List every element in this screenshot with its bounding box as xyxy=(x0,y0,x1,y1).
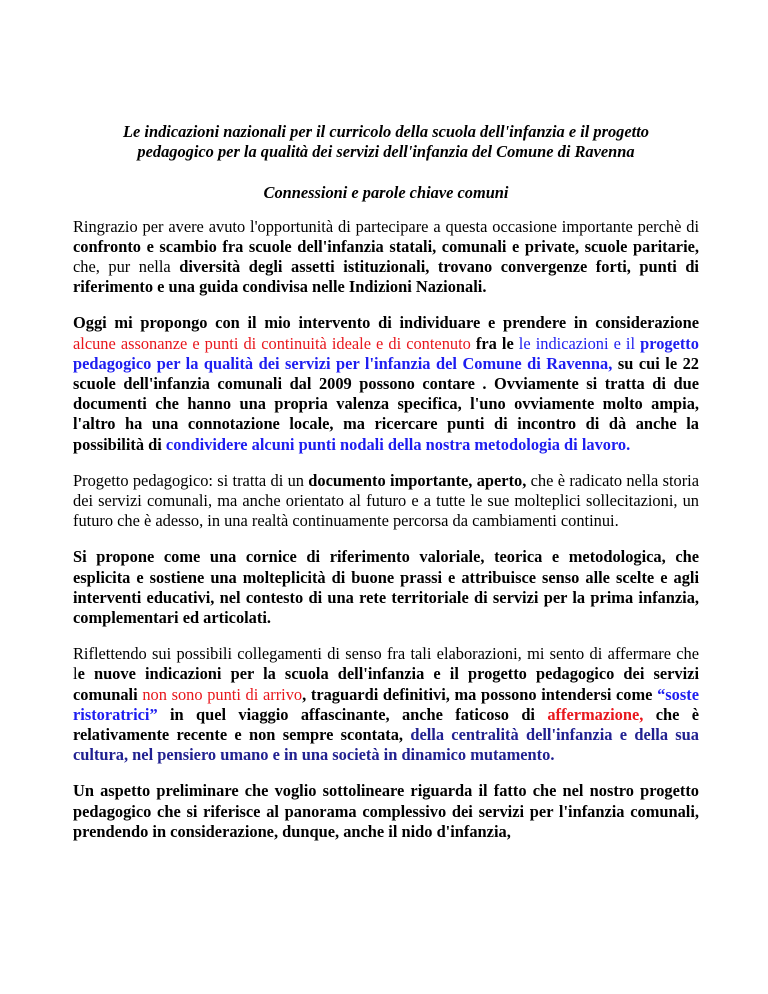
title-line-2: pedagogico per la qualità dei servizi dell'infanzia del Comune di Ravenna xyxy=(137,142,635,162)
paragraph-6: Un aspetto preliminare che voglio sottolineare riguarda il fatto che nel nostro progetto pedagogico che si riferisce al panorama complessivo dei servizi per l'infanzia comunali, prendendo in considerazione, dunque, anche il nido d'infanzia, xyxy=(73,781,699,841)
document-title xyxy=(73,122,699,162)
paragraph-2: Oggi mi propongo con il mio intervento di individuare e prendere in considerazione alcune assonanze e punti di continuità ideale e di contenuto fra le le indicazioni e il progetto pedagogico per la qualità dei servizi per l'infanzia del Comune di Ravenna, su cui le 22 scuole dell'infanzia comunali dal 2009 possono contare . Ovviamente si tratta di due documenti che hanno una propria valenza specifica, l'uno ovviamente molto ampia, l'altro ha una connotazione locale, ma ricercare punti di incontro di dà anche la possibilità di condividere alcuni punti nodali della nostra metodologia di lavoro. xyxy=(73,313,699,454)
paragraph-4: Si propone come una cornice di riferimento valoriale, teorica e metodologica, che esplicita e sostiene una molteplicità di buone prassi e attribuisce senso alle scelte e agli interventi educativi, nel contesto di una rete territoriale di servizi per la prima infanzia, complementari ed articolati. xyxy=(73,547,699,628)
title-line-1: Le indicazioni nazionali per il curricolo della scuola dell'infanzia e il progetto xyxy=(123,122,649,141)
paragraph-3: Progetto pedagogico: si tratta di un documento importante, aperto, che è radicato nella storia dei servizi comunali, ma anche orientato al futuro e a tutte le sue molteplici sollecitazioni, un futuro che è adesso, in una realtà continuamente percorsa da cambiamenti continui. xyxy=(73,470,699,531)
document-page xyxy=(73,122,699,842)
document-subtitle: Connessioni e parole chiave comuni xyxy=(263,183,509,203)
paragraph-1: Ringrazio per avere avuto l'opportunità di partecipare a questa occasione importante perchè di confronto e scambio fra scuole dell'infanzia statali, comunali e private, scuole paritarie, che, pur nella diversità degli assetti istituzionali, trovano convergenze forti, punti di riferimento e una guida condivisa nelle Indizioni Nazionali. xyxy=(73,216,699,297)
paragraph-5: Riflettendo sui possibili collegamenti di senso fra tali elaborazioni, mi sento di affermare che le nuove indicazioni per la scuola dell'infanzia e il progetto pedagogico dei servizi comunali non sono punti di arrivo, traguardi definitivi, ma possono intendersi come “soste ristoratrici” in quel viaggio affascinante, anche faticoso di affermazione, che è relativamente recente e non sempre scontata, della centralità dell'infanzia e della sua cultura, nel pensiero umano e in una società in dinamico mutamento. xyxy=(73,644,699,765)
